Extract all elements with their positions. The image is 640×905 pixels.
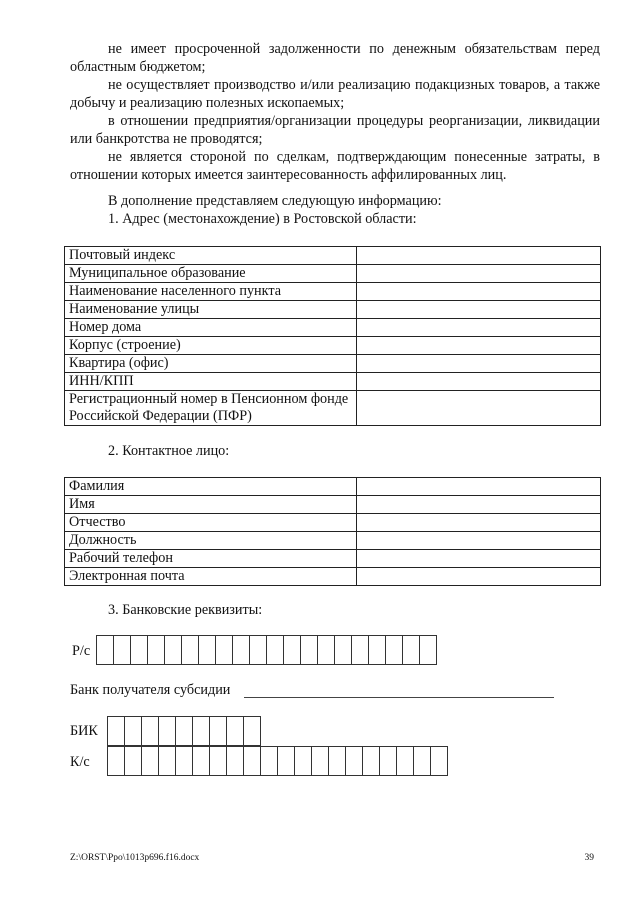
corr-digit-box[interactable] xyxy=(226,746,244,776)
address-value-cell[interactable] xyxy=(357,301,601,319)
contact-value-cell[interactable] xyxy=(357,532,601,550)
account-digit-box[interactable] xyxy=(334,635,352,665)
footer-file-path: Z:\ORST\Ppo\1013p696.f16.docx xyxy=(70,853,200,863)
contact-value-cell[interactable] xyxy=(357,496,601,514)
bik-digit-box[interactable] xyxy=(226,716,244,746)
paragraph-no-bankruptcy: в отношении предприятия/организации процедуры реорганизации, ликвидации или банкротства не проводятся; xyxy=(70,113,600,147)
account-digit-box[interactable] xyxy=(215,635,233,665)
bik-digit-box[interactable] xyxy=(124,716,142,746)
account-digit-box[interactable] xyxy=(249,635,267,665)
address-label: Корпус (строение) xyxy=(65,337,357,355)
account-digit-box[interactable] xyxy=(181,635,199,665)
bik-boxes[interactable] xyxy=(107,716,261,746)
table-row xyxy=(65,265,601,283)
section-contact-title: 2. Контактное лицо: xyxy=(108,443,230,459)
account-digit-box[interactable] xyxy=(113,635,131,665)
table-row xyxy=(65,514,601,532)
address-value-cell[interactable] xyxy=(357,247,601,265)
bik-digit-box[interactable] xyxy=(141,716,159,746)
footer-page-number: 39 xyxy=(584,853,594,863)
account-digit-box[interactable] xyxy=(198,635,216,665)
bik-label: БИК xyxy=(70,723,98,739)
corr-digit-box[interactable] xyxy=(413,746,431,776)
bik-digit-box[interactable] xyxy=(243,716,261,746)
account-digit-box[interactable] xyxy=(130,635,148,665)
contact-value-cell[interactable] xyxy=(357,568,601,586)
corr-digit-box[interactable] xyxy=(345,746,363,776)
account-digit-box[interactable] xyxy=(351,635,369,665)
table-row xyxy=(65,496,601,514)
table-row xyxy=(65,355,601,373)
contact-value-cell[interactable] xyxy=(357,550,601,568)
account-digit-box[interactable] xyxy=(266,635,284,665)
contact-value-cell[interactable] xyxy=(357,478,601,496)
account-label: Р/с xyxy=(72,643,91,659)
address-label: Номер дома xyxy=(65,319,357,337)
address-value-cell[interactable] xyxy=(357,391,601,426)
paragraph-no-debt: не имеет просроченной задолженности по денежным обязательствам перед областным бюджетом; xyxy=(70,41,600,75)
address-value-cell[interactable] xyxy=(357,283,601,301)
account-digit-box[interactable] xyxy=(317,635,335,665)
account-digit-box[interactable] xyxy=(402,635,420,665)
table-row xyxy=(65,568,601,586)
account-digit-box[interactable] xyxy=(96,635,114,665)
account-digit-box[interactable] xyxy=(385,635,403,665)
account-digit-box[interactable] xyxy=(232,635,250,665)
table-row xyxy=(65,337,601,355)
contact-label: Фамилия xyxy=(65,478,357,496)
table-row xyxy=(65,301,601,319)
bank-name-label: Банк получателя субсидии xyxy=(70,682,231,698)
account-digit-box[interactable] xyxy=(283,635,301,665)
corr-digit-box[interactable] xyxy=(192,746,210,776)
table-row xyxy=(65,283,601,301)
corr-digit-box[interactable] xyxy=(124,746,142,776)
corr-digit-box[interactable] xyxy=(141,746,159,776)
intro-text: В дополнение представляем следующую информацию: xyxy=(108,193,442,209)
section-address-title: 1. Адрес (местонахождение) в Ростовской области: xyxy=(108,211,417,227)
address-label: Наименование населенного пункта xyxy=(65,283,357,301)
address-label: Муниципальное образование xyxy=(65,265,357,283)
corr-digit-box[interactable] xyxy=(294,746,312,776)
corr-digit-box[interactable] xyxy=(362,746,380,776)
corr-account-boxes[interactable] xyxy=(107,746,448,776)
contact-label: Имя xyxy=(65,496,357,514)
table-row xyxy=(65,391,601,426)
account-digit-box[interactable] xyxy=(164,635,182,665)
corr-digit-box[interactable] xyxy=(107,746,125,776)
corr-account-label: К/с xyxy=(70,754,90,770)
bik-digit-box[interactable] xyxy=(107,716,125,746)
table-row xyxy=(65,373,601,391)
bik-digit-box[interactable] xyxy=(158,716,176,746)
bank-name-line[interactable] xyxy=(244,697,554,698)
corr-digit-box[interactable] xyxy=(158,746,176,776)
address-label: Почтовый индекс xyxy=(65,247,357,265)
address-value-cell[interactable] xyxy=(357,319,601,337)
account-number-boxes[interactable] xyxy=(96,635,437,665)
table-row xyxy=(65,247,601,265)
address-value-cell[interactable] xyxy=(357,265,601,283)
paragraph-no-affiliation: не является стороной по сделкам, подтверждающим понесенные затраты, в отношении которых имеется заинтересованность аффилированных лиц. xyxy=(70,149,600,183)
corr-digit-box[interactable] xyxy=(328,746,346,776)
address-value-cell[interactable] xyxy=(357,373,601,391)
account-digit-box[interactable] xyxy=(368,635,386,665)
corr-digit-box[interactable] xyxy=(396,746,414,776)
account-digit-box[interactable] xyxy=(419,635,437,665)
section-bank-title: 3. Банковские реквизиты: xyxy=(108,602,263,618)
corr-digit-box[interactable] xyxy=(277,746,295,776)
address-label: Квартира (офис) xyxy=(65,355,357,373)
address-label: Регистрационный номер в Пенсионном фонде Российской Федерации (ПФР) xyxy=(65,391,357,426)
corr-digit-box[interactable] xyxy=(379,746,397,776)
address-label: ИНН/КПП xyxy=(65,373,357,391)
corr-digit-box[interactable] xyxy=(311,746,329,776)
corr-digit-box[interactable] xyxy=(260,746,278,776)
account-digit-box[interactable] xyxy=(147,635,165,665)
table-row xyxy=(65,532,601,550)
table-row xyxy=(65,550,601,568)
corr-digit-box[interactable] xyxy=(209,746,227,776)
corr-digit-box[interactable] xyxy=(243,746,261,776)
bik-digit-box[interactable] xyxy=(192,716,210,746)
bik-digit-box[interactable] xyxy=(209,716,227,746)
contact-table xyxy=(64,477,601,586)
contact-label: Электронная почта xyxy=(65,568,357,586)
paragraph-no-excise: не осуществляет производство и/или реализацию подакцизных товаров, а также добычу и реализацию полезных ископаемых; xyxy=(70,77,600,111)
corr-digit-box[interactable] xyxy=(175,746,193,776)
contact-value-cell[interactable] xyxy=(357,514,601,532)
table-row xyxy=(65,478,601,496)
address-label: Наименование улицы xyxy=(65,301,357,319)
address-value-cell[interactable] xyxy=(357,355,601,373)
address-table xyxy=(64,246,601,426)
contact-label: Отчество xyxy=(65,514,357,532)
address-value-cell[interactable] xyxy=(357,337,601,355)
corr-digit-box[interactable] xyxy=(430,746,448,776)
contact-label: Рабочий телефон xyxy=(65,550,357,568)
bik-digit-box[interactable] xyxy=(175,716,193,746)
account-digit-box[interactable] xyxy=(300,635,318,665)
table-row xyxy=(65,319,601,337)
contact-label: Должность xyxy=(65,532,357,550)
